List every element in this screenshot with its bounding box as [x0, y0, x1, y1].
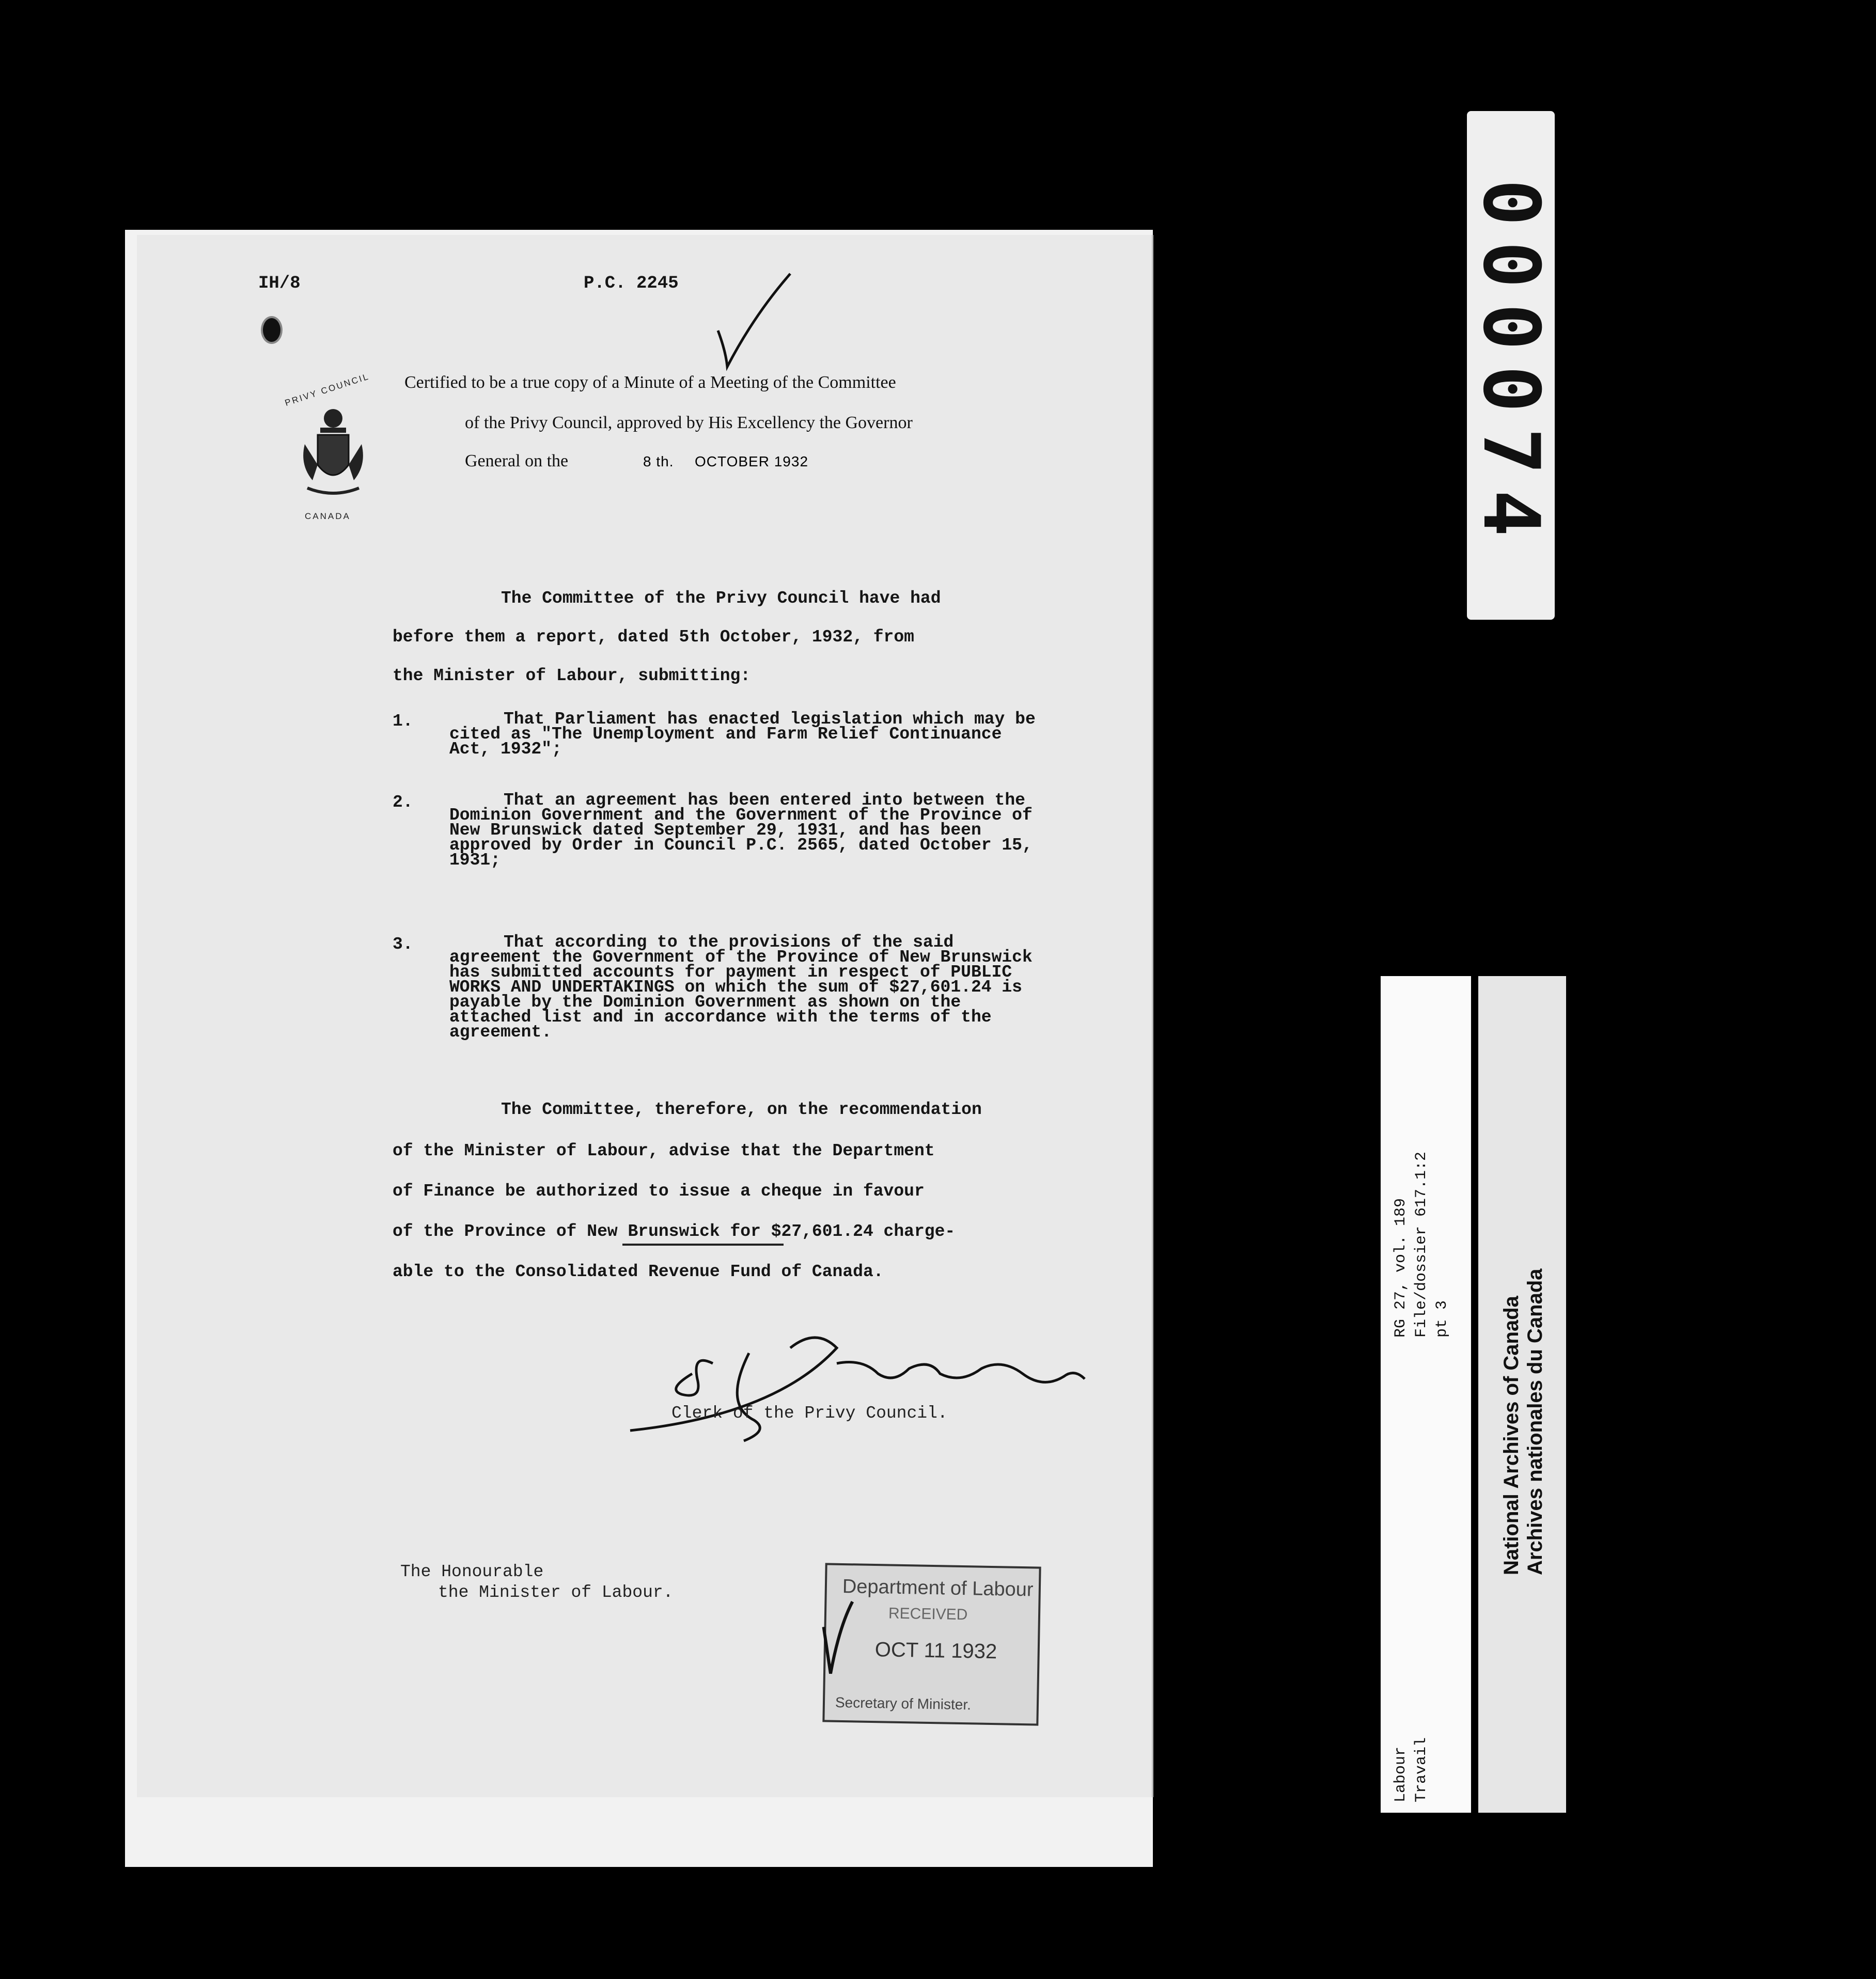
coat-of-arms-icon: [294, 403, 372, 506]
archive-name-label: [1478, 976, 1566, 1813]
item-number-2: 2.: [393, 793, 413, 812]
department-en: Labour: [1392, 1746, 1410, 1802]
intro-line-3: the Minister of Labour, submitting:: [393, 666, 751, 685]
recommendation-line-1: The Committee, therefore, on the recommendation: [501, 1100, 982, 1119]
item-number-3: 3.: [393, 935, 413, 954]
punch-hole: [261, 316, 283, 344]
stamp-date: OCT 11 1932: [874, 1638, 997, 1663]
seal-top-text: PRIVY COUNCIL: [284, 371, 371, 408]
item-text-2: That an agreement has been entered into between the Dominion Government and the Government of the Province of New Brunswick dated September 29, 1931, and has been approved by Order in Council P.C. 2565, dated October 15, 1931;: [449, 791, 1033, 870]
addressee-line-1: The Honourable: [400, 1562, 544, 1581]
recommendation-line-2: of the Minister of Labour, advise that the Department: [393, 1141, 935, 1160]
certified-line-2: of the Privy Council, approved by His Excellency the Governor: [465, 413, 913, 432]
stamp-secretary: Secretary of Minister.: [835, 1694, 972, 1713]
pc-number: P.C. 2245: [584, 274, 679, 293]
seal-bottom-text: CANADA: [305, 511, 351, 521]
stamp-received: RECEIVED: [888, 1605, 968, 1624]
frame-number: 000074: [1466, 179, 1556, 552]
stamp-department: Department of Labour: [842, 1575, 1034, 1601]
item-text-1: That Parliament has enacted legislation which may be cited as "The Unemployment and Farm Relief Continuance Act, 1932";: [449, 710, 1036, 759]
certified-date-day: 8 th.: [643, 453, 674, 469]
checkmark-icon: [713, 269, 795, 372]
department-fr: Travail: [1413, 1737, 1430, 1802]
certified-line-3: General on the: [465, 451, 569, 470]
clerk-title: Clerk of the Privy Council.: [671, 1404, 948, 1423]
received-stamp: [822, 1563, 1041, 1725]
recommendation-line-3: of Finance be authorized to issue a cheque in favour: [393, 1182, 925, 1201]
addressee-line-2: the Minister of Labour.: [438, 1583, 674, 1602]
reference-line-3: pt 3: [1433, 1300, 1451, 1338]
stamp-check-icon: [820, 1596, 858, 1679]
certified-line-1: Certified to be a true copy of a Minute of a Meeting of the Committee: [404, 373, 896, 392]
archive-name-en: National Archives of Canada: [1500, 1296, 1523, 1575]
recommendation-line-5: able to the Consolidated Revenue Fund of Canada.: [393, 1262, 884, 1281]
reference-line-1: RG 27, vol. 189: [1392, 1198, 1410, 1338]
archive-reference-label: [1381, 976, 1471, 1813]
intro-line-1: The Committee of the Privy Council have had: [501, 589, 941, 608]
file-reference: IH/8: [258, 274, 301, 293]
clerk-signature: [620, 1332, 1126, 1446]
recommendation-line-4: of the Province of New Brunswick for $27,601.24 charge-: [393, 1222, 956, 1241]
reference-line-2: File/dossier 617.1:2: [1413, 1151, 1430, 1338]
underline: [622, 1244, 784, 1246]
item-text-3: That according to the provisions of the said agreement the Government of the Province of New Brunswick has submitted accounts for payment in respect of PUBLIC WORKS AND UNDERTAKINGS on which the sum of $27,601.24 is payable by the Dominion Government as shown on the attached list and in accordance with the terms of the agreement.: [449, 933, 1033, 1042]
intro-line-2: before them a report, dated 5th October, 1932, from: [393, 627, 914, 647]
frame-number-strip: [1467, 111, 1555, 620]
certified-date: OCTOBER 1932: [695, 453, 809, 469]
archive-name-fr: Archives nationales du Canada: [1524, 1268, 1546, 1575]
item-number-1: 1.: [393, 712, 413, 731]
